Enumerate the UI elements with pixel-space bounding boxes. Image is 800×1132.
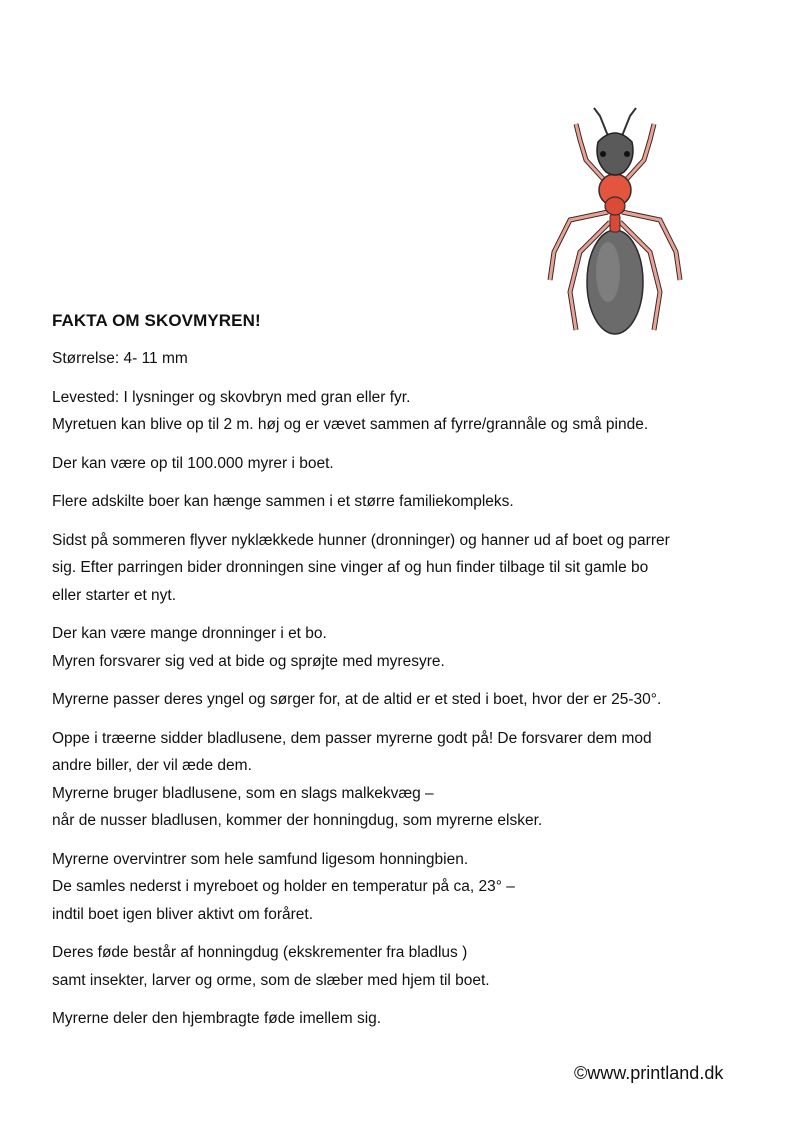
fact-brood — [52, 686, 772, 714]
fact-line: samt insekter, larver og orme, som de slæber med hjem til boet. — [52, 971, 490, 989]
fact-aphids — [52, 725, 772, 835]
fact-line: Flere adskilte boer kan hænge sammen i et større familiekompleks. — [52, 493, 514, 510]
fact-line: Myren forsvarer sig ved at bide og sprøjte med myresyre. — [52, 652, 445, 670]
fact-colonies — [52, 488, 772, 516]
fact-line: andre biller, der vil æde dem. — [52, 757, 252, 774]
page-title: FAKTA OM SKOVMYREN! — [52, 311, 261, 330]
fact-sharing — [52, 1005, 772, 1033]
fact-line: Myrerne overvintrer som hele samfund ligesom honningbien. — [52, 850, 469, 868]
fact-line: Oppe i træerne sidder bladlusene, dem passer myrerne godt på! De forsvarer dem mod — [52, 729, 652, 747]
fact-habitat — [52, 384, 772, 439]
fact-line: Myrerne deler den hjembragte føde imellem sig. — [52, 1010, 382, 1027]
fact-line: Sidst på sommeren flyver nyklækkede hunner (dronninger) og hanner ud af boet og parrer — [52, 531, 670, 549]
fact-food — [52, 939, 772, 994]
fact-line: indtil boet igen bliver aktivt om foråret. — [52, 905, 314, 923]
fact-list — [52, 345, 772, 1044]
fact-line: Størrelse: 4- 11 mm — [52, 350, 188, 367]
fact-line: eller starter et nyt. — [52, 586, 177, 604]
fact-population — [52, 450, 772, 478]
fact-line: når de nusser bladlusen, kommer der honningdug, som myrerne elsker. — [52, 812, 543, 829]
fact-size — [52, 345, 772, 373]
fact-line: Myretuen kan blive op til 2 m. høj og er vævet sammen af fyrre/grannåle og små pinde. — [52, 416, 649, 433]
fact-line: Levested: I lysninger og skovbryn med gran eller fyr. — [52, 388, 411, 406]
fact-queens-defense — [52, 620, 772, 675]
fact-line: De samles nederst i myreboet og holder en temperatur på ca, 23° – — [52, 878, 515, 895]
fact-line: Myrerne passer deres yngel og sørger for, at de altid er et sted i boet, hvor der er 25-30°. — [52, 691, 662, 708]
fact-mating — [52, 527, 772, 610]
fact-line: Der kan være op til 100.000 myrer i boet. — [52, 454, 334, 472]
fact-line: Deres føde består af honningdug (ekskrementer fra bladlus ) — [52, 944, 468, 961]
fact-line: Myrerne bruger bladlusene, som en slags malkekvæg – — [52, 784, 434, 802]
fact-line: Der kan være mange dronninger i et bo. — [52, 625, 327, 642]
ant-illustration — [540, 102, 690, 337]
fact-winter — [52, 846, 772, 929]
copyright-footer: ©www.printland.dk — [574, 1063, 724, 1083]
fact-line: sig. Efter parringen bider dronningen sine vinger af og hun finder tilbage til sit gamle bo — [52, 559, 649, 576]
